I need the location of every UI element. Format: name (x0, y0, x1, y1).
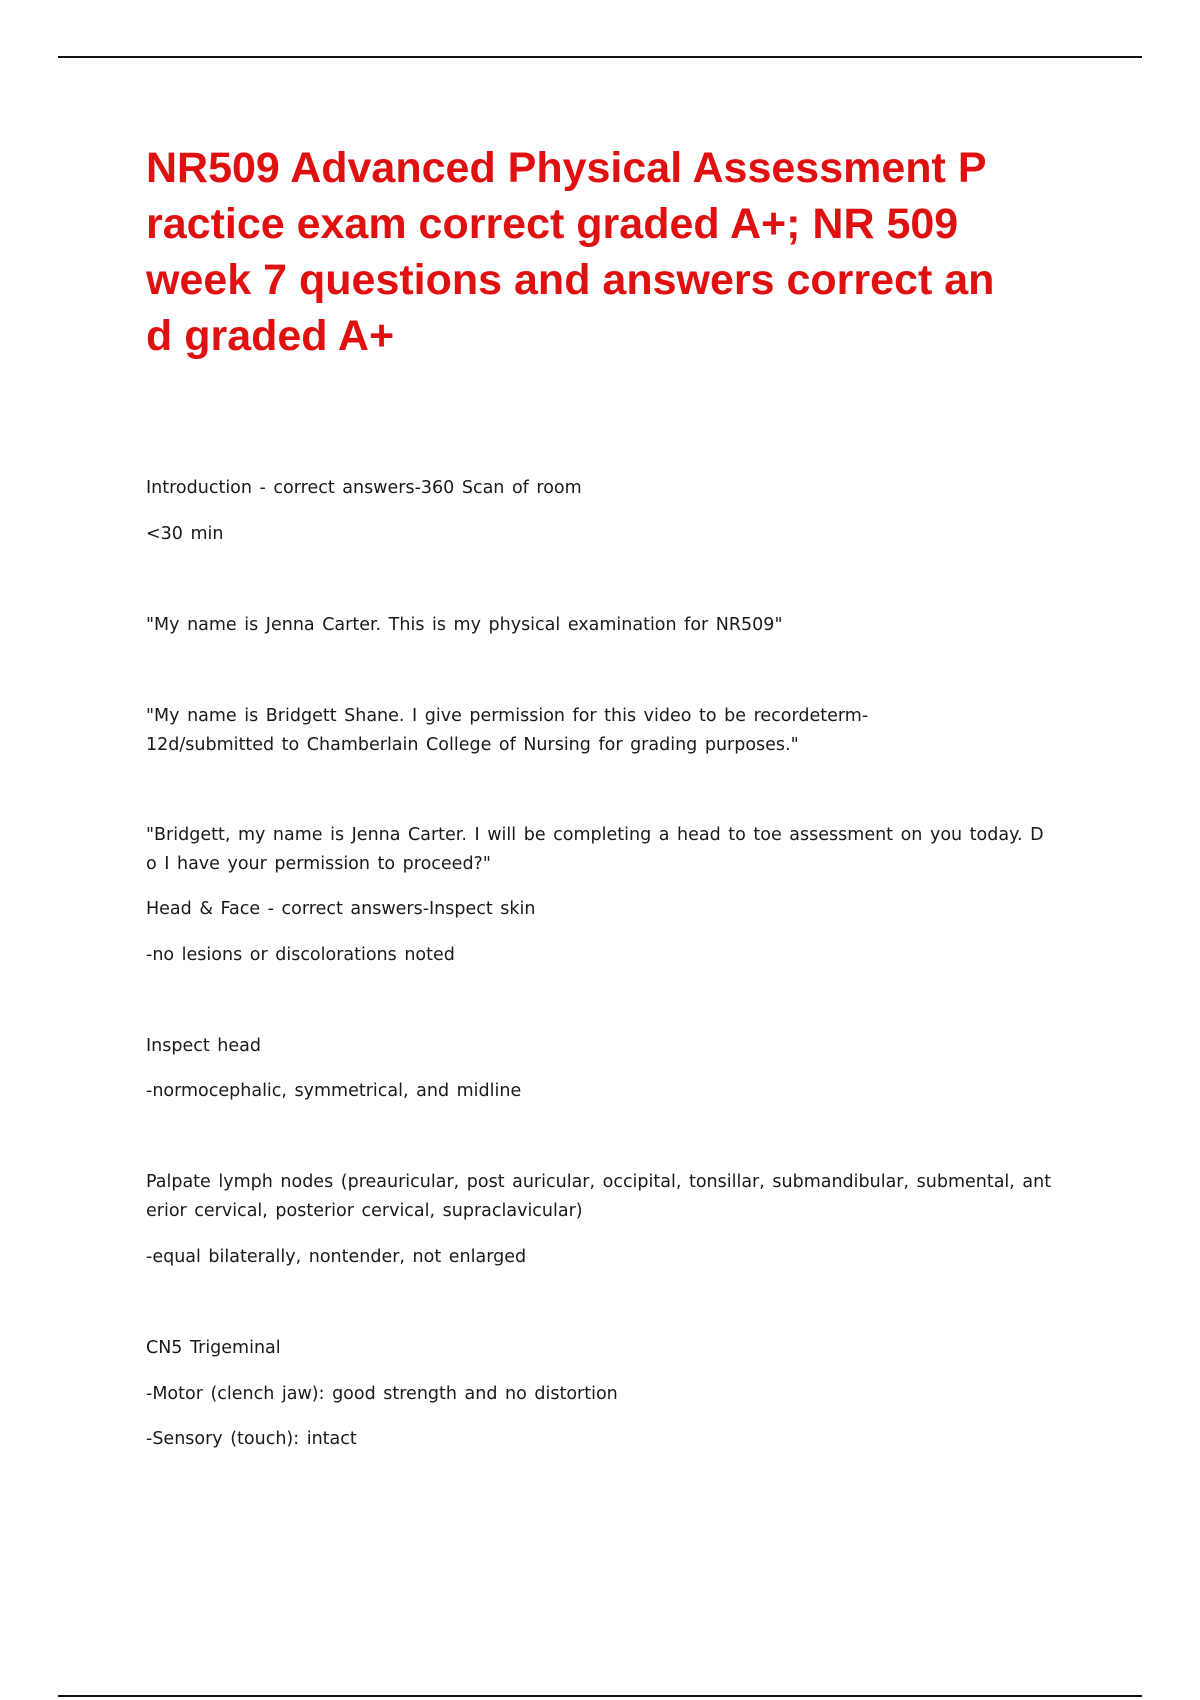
body-line: Head & Face - correct answers-Inspect skin (146, 899, 536, 919)
body-line: -Motor (clench jaw): good strength and no distortion (146, 1384, 618, 1404)
body-line: -equal bilaterally, nontender, not enlarged (146, 1247, 527, 1267)
body-line: -no lesions or discolorations noted (146, 945, 455, 965)
body-line: "My name is Bridgett Shane. I give permission for this video to be recordeterm- 12d/submitted to Chamberlain College of Nursing for grading purposes." (146, 706, 869, 755)
body-line: Introduction - correct answers-360 Scan of room (146, 478, 582, 498)
document-title: NR509 Advanced Physical Assessment P ractice exam correct graded A+; NR 509 week 7 questions and answers correct an d graded A+ (146, 144, 995, 360)
body-line: Inspect head (146, 1036, 261, 1056)
body-line: -normocephalic, symmetrical, and midline (146, 1081, 522, 1101)
bottom-rule (58, 1695, 1142, 1697)
body-line: -Sensory (touch): intact (146, 1429, 357, 1449)
body-line: CN5 Trigeminal (146, 1338, 281, 1358)
body-line: Palpate lymph nodes (preauricular, post auricular, occipital, tonsillar, submandibular, submental, ant erior cervical, posterior cervical, supraclavicular) (146, 1172, 1052, 1221)
body-line: "Bridgett, my name is Jenna Carter. I will be completing a head to toe assessment on you today. D o I have your permission to proceed?" (146, 825, 1044, 874)
body-line: "My name is Jenna Carter. This is my physical examination for NR509" (146, 615, 783, 635)
top-rule (58, 56, 1142, 58)
body-line: <30 min (146, 524, 224, 544)
